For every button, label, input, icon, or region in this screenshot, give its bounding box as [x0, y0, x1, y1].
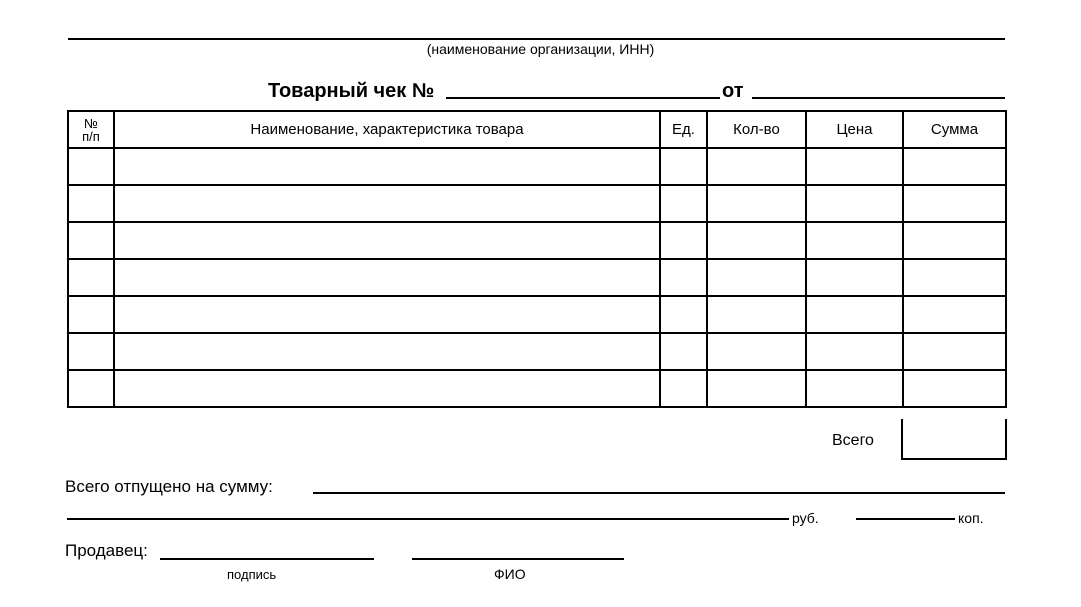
cell-name[interactable]: [114, 333, 660, 370]
cell-name[interactable]: [114, 222, 660, 259]
cell-name[interactable]: [114, 185, 660, 222]
table-row: [68, 185, 1006, 222]
table-row: [68, 259, 1006, 296]
cell-unit[interactable]: [660, 185, 707, 222]
cell-name[interactable]: [114, 259, 660, 296]
table-row: [68, 148, 1006, 185]
column-header-sum: Сумма: [903, 111, 1006, 148]
column-header-quantity: Кол-во: [707, 111, 806, 148]
date-prefix: от: [722, 80, 744, 102]
cell-sum[interactable]: [903, 333, 1006, 370]
signature-field[interactable]: [160, 558, 374, 560]
column-header-number-line2: п/п: [82, 128, 100, 144]
kopecks-label: коп.: [958, 510, 984, 526]
cell-quantity[interactable]: [707, 370, 806, 407]
total-value-field[interactable]: [901, 419, 1007, 460]
amount-in-words-field[interactable]: [313, 492, 1005, 494]
cell-price[interactable]: [806, 185, 903, 222]
receipt-title: Товарный чек №: [268, 80, 435, 102]
amount-released-label: Всего отпущено на сумму:: [65, 477, 273, 496]
cell-quantity[interactable]: [707, 148, 806, 185]
table-header-row: [68, 111, 1006, 148]
signature-caption: подпись: [227, 567, 277, 582]
cell-unit[interactable]: [660, 333, 707, 370]
cell-number[interactable]: [68, 222, 114, 259]
cell-name[interactable]: [114, 296, 660, 333]
cell-price[interactable]: [806, 259, 903, 296]
cell-quantity[interactable]: [707, 222, 806, 259]
table-row: [68, 222, 1006, 259]
table-row: [68, 333, 1006, 370]
cell-unit[interactable]: [660, 148, 707, 185]
cell-number[interactable]: [68, 148, 114, 185]
table-row: [68, 370, 1006, 407]
cell-number[interactable]: [68, 259, 114, 296]
cell-price[interactable]: [806, 148, 903, 185]
cell-number[interactable]: [68, 185, 114, 222]
cell-sum[interactable]: [903, 185, 1006, 222]
cell-quantity[interactable]: [707, 259, 806, 296]
receipt-number-field[interactable]: [446, 97, 720, 99]
cell-unit[interactable]: [660, 259, 707, 296]
column-header-number-line1: №: [84, 115, 98, 131]
column-header-price: Цена: [806, 111, 903, 148]
cell-quantity[interactable]: [707, 185, 806, 222]
cell-sum[interactable]: [903, 222, 1006, 259]
cell-number[interactable]: [68, 333, 114, 370]
cell-price[interactable]: [806, 370, 903, 407]
cell-quantity[interactable]: [707, 296, 806, 333]
items-table: [67, 110, 1007, 408]
organization-caption: (наименование организации, ИНН): [426, 41, 655, 57]
column-header-unit: Ед.: [660, 111, 707, 148]
cell-sum[interactable]: [903, 370, 1006, 407]
cell-number[interactable]: [68, 296, 114, 333]
cell-unit[interactable]: [660, 296, 707, 333]
cell-name[interactable]: [114, 370, 660, 407]
cell-name[interactable]: [114, 148, 660, 185]
cell-price[interactable]: [806, 296, 903, 333]
column-header-name: Наименование, характеристика товара: [114, 111, 660, 148]
column-header-number: [68, 111, 114, 148]
table-row: [68, 296, 1006, 333]
organization-line: [68, 38, 1005, 40]
cell-unit[interactable]: [660, 222, 707, 259]
receipt-date-field[interactable]: [752, 97, 1005, 99]
total-label: Всего: [832, 432, 874, 449]
cell-number[interactable]: [68, 370, 114, 407]
full-name-field[interactable]: [412, 558, 624, 560]
cell-unit[interactable]: [660, 370, 707, 407]
cell-price[interactable]: [806, 333, 903, 370]
full-name-caption: ФИО: [494, 566, 526, 582]
cell-sum[interactable]: [903, 259, 1006, 296]
kopecks-field[interactable]: [856, 518, 955, 520]
cell-sum[interactable]: [903, 296, 1006, 333]
cell-price[interactable]: [806, 222, 903, 259]
rubles-label: руб.: [792, 510, 819, 526]
cell-sum[interactable]: [903, 148, 1006, 185]
seller-label: Продавец:: [65, 541, 148, 560]
cell-quantity[interactable]: [707, 333, 806, 370]
amount-in-words-field-continued[interactable]: [67, 518, 789, 520]
